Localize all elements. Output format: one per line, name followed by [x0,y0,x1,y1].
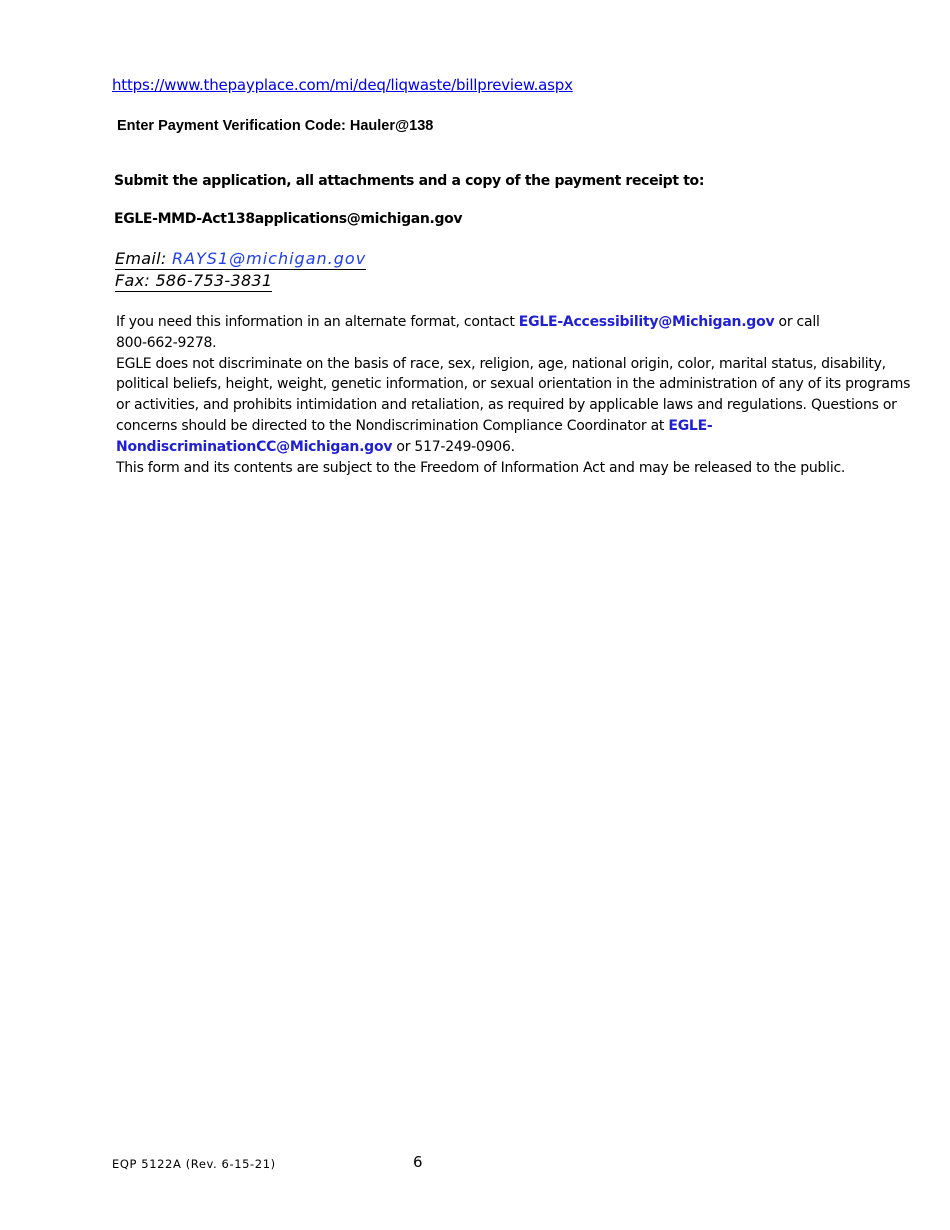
nondiscrimination-email-link[interactable]: EGLE-NondiscriminationCC@Michigan.gov [116,417,713,455]
contact-email-label: Email: [115,249,172,268]
nondiscrimination-suffix: or 517-249-0906. [392,438,515,455]
contact-email-link[interactable]: RAYS1@michigan.gov [171,249,367,268]
accessibility-notice [116,312,916,478]
accessibility-email-link[interactable]: EGLE-Accessibility@Michigan.gov [518,314,775,330]
submission-email: EGLE-MMD-Act138applications@michigan.gov [114,211,463,227]
contact-email-line [115,248,366,270]
page-number: 6 [413,1153,423,1171]
contact-fax: Fax: 586-753-3831 [115,271,273,290]
payment-verification-code: Enter Payment Verification Code: Hauler@138 [117,118,434,134]
nondiscrimination-paragraph [116,354,916,458]
alt-format-prefix: If you need this information in an alternate format, contact [116,314,519,330]
alt-format-paragraph [116,312,916,354]
submission-instruction: Submit the application, all attachments and a copy of the payment receipt to: [114,173,705,189]
form-id: EQP 5122A (Rev. 6-15-21) [112,1157,276,1171]
foia-paragraph: This form and its contents are subject to the Freedom of Information Act and may be released to the public. [116,459,846,476]
nondiscrimination-text: EGLE does not discriminate on the basis of race, sex, religion, age, national origin, color, marital status, disability, political beliefs, height, weight, genetic information, or sexual orientation in the administration of any of its programs or activities, and prohibits intimidation and retaliation, as required by applicable laws and regulations. Questions or concerns should be directed to the Nondiscrimination Compliance Coordinator at [116,355,911,434]
alt-format-phone: 800-662-9278. [116,334,217,351]
contact-block [115,248,366,292]
alt-format-suffix: or call [774,314,820,330]
payment-portal-link[interactable]: https://www.thepayplace.com/mi/deq/liqwaste/billpreview.aspx [112,76,573,94]
